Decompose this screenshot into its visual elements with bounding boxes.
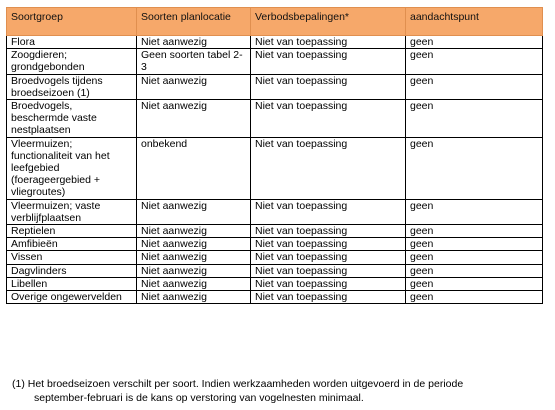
cell-soortgroep: Libellen — [7, 277, 137, 290]
table-body — [7, 36, 543, 304]
cell-aandachtspunt: geen — [406, 199, 543, 224]
cell-soorten-planlocatie: Niet aanwezig — [137, 251, 251, 264]
cell-soortgroep: Broedvogels tijdens broedseizoen (1) — [7, 74, 137, 99]
cell-soorten-planlocatie: Geen soorten tabel 2-3 — [137, 49, 251, 74]
cell-aandachtspunt: geen — [406, 49, 543, 74]
cell-aandachtspunt: geen — [406, 238, 543, 251]
cell-soortgroep: Reptielen — [7, 225, 137, 238]
cell-soortgroep: Flora — [7, 36, 137, 49]
table-header-row — [7, 8, 543, 36]
cell-soortgroep: Broedvogels, beschermde vaste nestplaatsen — [7, 100, 137, 138]
table-row — [7, 225, 543, 238]
cell-soorten-planlocatie: Niet aanwezig — [137, 238, 251, 251]
cell-soortgroep: Amfibieën — [7, 238, 137, 251]
cell-verbodsbepalingen: Niet van toepassing — [251, 49, 406, 74]
cell-aandachtspunt: geen — [406, 225, 543, 238]
cell-soorten-planlocatie: onbekend — [137, 137, 251, 199]
table-row — [7, 277, 543, 290]
cell-aandachtspunt: geen — [406, 264, 543, 277]
cell-verbodsbepalingen: Niet van toepassing — [251, 264, 406, 277]
cell-soortgroep: Overige ongewervelden — [7, 291, 137, 304]
header-aandachtspunt: aandachtspunt — [406, 8, 543, 36]
header-verbodsbepalingen: Verbodsbepalingen* — [251, 8, 406, 36]
species-table — [6, 7, 543, 304]
cell-soorten-planlocatie: Niet aanwezig — [137, 225, 251, 238]
cell-verbodsbepalingen: Niet van toepassing — [251, 36, 406, 49]
cell-soorten-planlocatie: Niet aanwezig — [137, 74, 251, 99]
cell-soorten-planlocatie: Niet aanwezig — [137, 291, 251, 304]
table-row — [7, 137, 543, 199]
table-row — [7, 238, 543, 251]
cell-aandachtspunt: geen — [406, 74, 543, 99]
header-soortgroep: Soortgroep — [7, 8, 137, 36]
cell-verbodsbepalingen: Niet van toepassing — [251, 74, 406, 99]
cell-soorten-planlocatie: Niet aanwezig — [137, 36, 251, 49]
cell-aandachtspunt: geen — [406, 36, 543, 49]
cell-soortgroep: Vleermuizen; functionaliteit van het leefgebied (foerageergebied + vliegroutes) — [7, 137, 137, 199]
header-soorten-planlocatie: Soorten planlocatie — [137, 8, 251, 36]
table-row — [7, 36, 543, 49]
cell-verbodsbepalingen: Niet van toepassing — [251, 277, 406, 290]
cell-aandachtspunt: geen — [406, 251, 543, 264]
cell-soortgroep: Dagvlinders — [7, 264, 137, 277]
cell-verbodsbepalingen: Niet van toepassing — [251, 100, 406, 138]
cell-verbodsbepalingen: Niet van toepassing — [251, 199, 406, 224]
table-row — [7, 264, 543, 277]
cell-soortgroep: Vissen — [7, 251, 137, 264]
cell-soorten-planlocatie: Niet aanwezig — [137, 199, 251, 224]
table-row — [7, 199, 543, 224]
cell-soorten-planlocatie: Niet aanwezig — [137, 277, 251, 290]
cell-aandachtspunt: geen — [406, 291, 543, 304]
cell-verbodsbepalingen: Niet van toepassing — [251, 238, 406, 251]
cell-soorten-planlocatie: Niet aanwezig — [137, 100, 251, 138]
footnote-line-1: (1) Het broedseizoen verschilt per soort. Indien werkzaamheden worden uitgevoerd in de periode — [12, 378, 464, 390]
cell-soortgroep: Zoogdieren; grondgebonden — [7, 49, 137, 74]
table-row — [7, 100, 543, 138]
cell-aandachtspunt: geen — [406, 137, 543, 199]
cell-soorten-planlocatie: Niet aanwezig — [137, 264, 251, 277]
cell-verbodsbepalingen: Niet van toepassing — [251, 291, 406, 304]
cell-aandachtspunt: geen — [406, 277, 543, 290]
footnote-line-2: september-februari is de kans op verstoring van vogelnesten minimaal. — [34, 392, 364, 404]
table-row — [7, 49, 543, 74]
cell-verbodsbepalingen: Niet van toepassing — [251, 137, 406, 199]
cell-verbodsbepalingen: Niet van toepassing — [251, 225, 406, 238]
table-row — [7, 74, 543, 99]
cell-aandachtspunt: geen — [406, 100, 543, 138]
table-row — [7, 251, 543, 264]
table-row — [7, 291, 543, 304]
footnote — [12, 377, 463, 405]
cell-soortgroep: Vleermuizen; vaste verblijfplaatsen — [7, 199, 137, 224]
cell-verbodsbepalingen: Niet van toepassing — [251, 251, 406, 264]
